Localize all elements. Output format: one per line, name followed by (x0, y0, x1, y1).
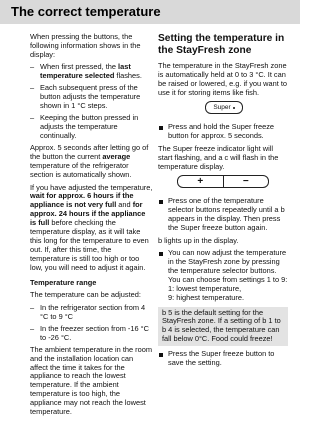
section-heading: Setting the temperature in the StayFresh zone (158, 33, 285, 57)
bullet-item (158, 249, 288, 302)
dash-text: Keeping the button pressed in adjusts the temperature continually. (40, 113, 139, 141)
wait-text: If you have adjusted the temperature, (30, 182, 153, 192)
range-item: – In the refrigerator section from 4 °C to 9 °C (30, 304, 153, 322)
wait-paragraph (30, 184, 153, 273)
indicator-dot-icon (233, 107, 235, 109)
lights-up-paragraph: b lights up in the display. (158, 235, 239, 245)
dash-text: When first pressed, the (40, 62, 119, 72)
super-freeze-button[interactable] (205, 101, 243, 114)
stayfresh-intro: The temperature in the StayFresh zone is automatically held at 0 to 3 °C. It can be raised or lowered, e.g. if you want to use it for storing items like fish. (158, 61, 287, 97)
warning-box: b 5 is the default setting for the StayFresh zone. If a setting of b 1 to b 4 is selected, the temperature can fall below 0°C. Food could freeze! (158, 307, 288, 347)
settings-text: You can now adjust the temperature in the StayFresh zone by pressing the temperature selector buttons. You can choose from settings 1 to 9: (168, 248, 288, 284)
settings-lowest: 1: lowest temperature, (168, 283, 242, 293)
page-title: The correct temperature (11, 4, 161, 19)
bullet-item: Press the Super freeze button to save the setting. (158, 350, 288, 368)
wait-text-end: before checking the temperature display, as it will take this long for the temperature to even out. If, after this time, the temperature is still too high or too low, you will need to adjust it again. (30, 218, 149, 272)
dash-bold: last temperature selected (40, 62, 131, 81)
average-text: Approx. 5 seconds after letting go of the button the current (30, 143, 149, 162)
temperature-selector-buttons (177, 175, 269, 188)
range-item: – In the freezer section from -16 °C to -26 °C. (30, 325, 153, 343)
dash-text: Each subsequent press of the button adjusts the temperature shown in 1 °C steps. (40, 83, 141, 111)
average-text-end: temperature of the refrigerator section is automatically shown. (30, 161, 132, 179)
super-button-label: Super (213, 104, 231, 112)
range-intro: The temperature can be adjusted: (30, 290, 141, 300)
page-header (0, 0, 300, 24)
wait-bold-2: for approx. 24 hours if the appliance is full (30, 200, 146, 228)
plus-button[interactable]: + (178, 176, 224, 187)
settings-highest: 9: highest temperature. (168, 292, 245, 302)
range-heading: Temperature range (30, 277, 97, 287)
wait-text-mid: and (116, 200, 133, 210)
ambient-paragraph: The ambient temperature in the room and the installation location can affect the time it takes for the appliance to reach the lowest temperature. If the ambient temperature is too high, the appliance may not reach the lowest temperature. (30, 344, 153, 417)
indicator-paragraph: The Super freeze indicator light will start flashing, and a c will flash in the temperature display. (158, 143, 279, 171)
right-column (158, 33, 288, 372)
left-column (30, 33, 153, 421)
bullet-item: Press and hold the Super freeze button for approx. 5 seconds. (158, 123, 288, 141)
dash-text-end: flashes. (114, 71, 142, 81)
minus-button[interactable]: − (242, 175, 249, 187)
dash-item (30, 114, 153, 141)
bullet-item: Press one of the temperature selector buttons repeatedly until a b appears in the display. Then press the Super freeze button again. (158, 197, 288, 233)
wait-bold-1: wait for approx. 6 hours if the appliance is not very full (30, 191, 134, 210)
intro-text: When pressing the buttons, the following information shows in the display: (30, 32, 141, 59)
average-paragraph (30, 144, 153, 180)
dash-item (30, 84, 153, 111)
dash-item (30, 63, 153, 81)
average-bold: average (102, 152, 131, 162)
